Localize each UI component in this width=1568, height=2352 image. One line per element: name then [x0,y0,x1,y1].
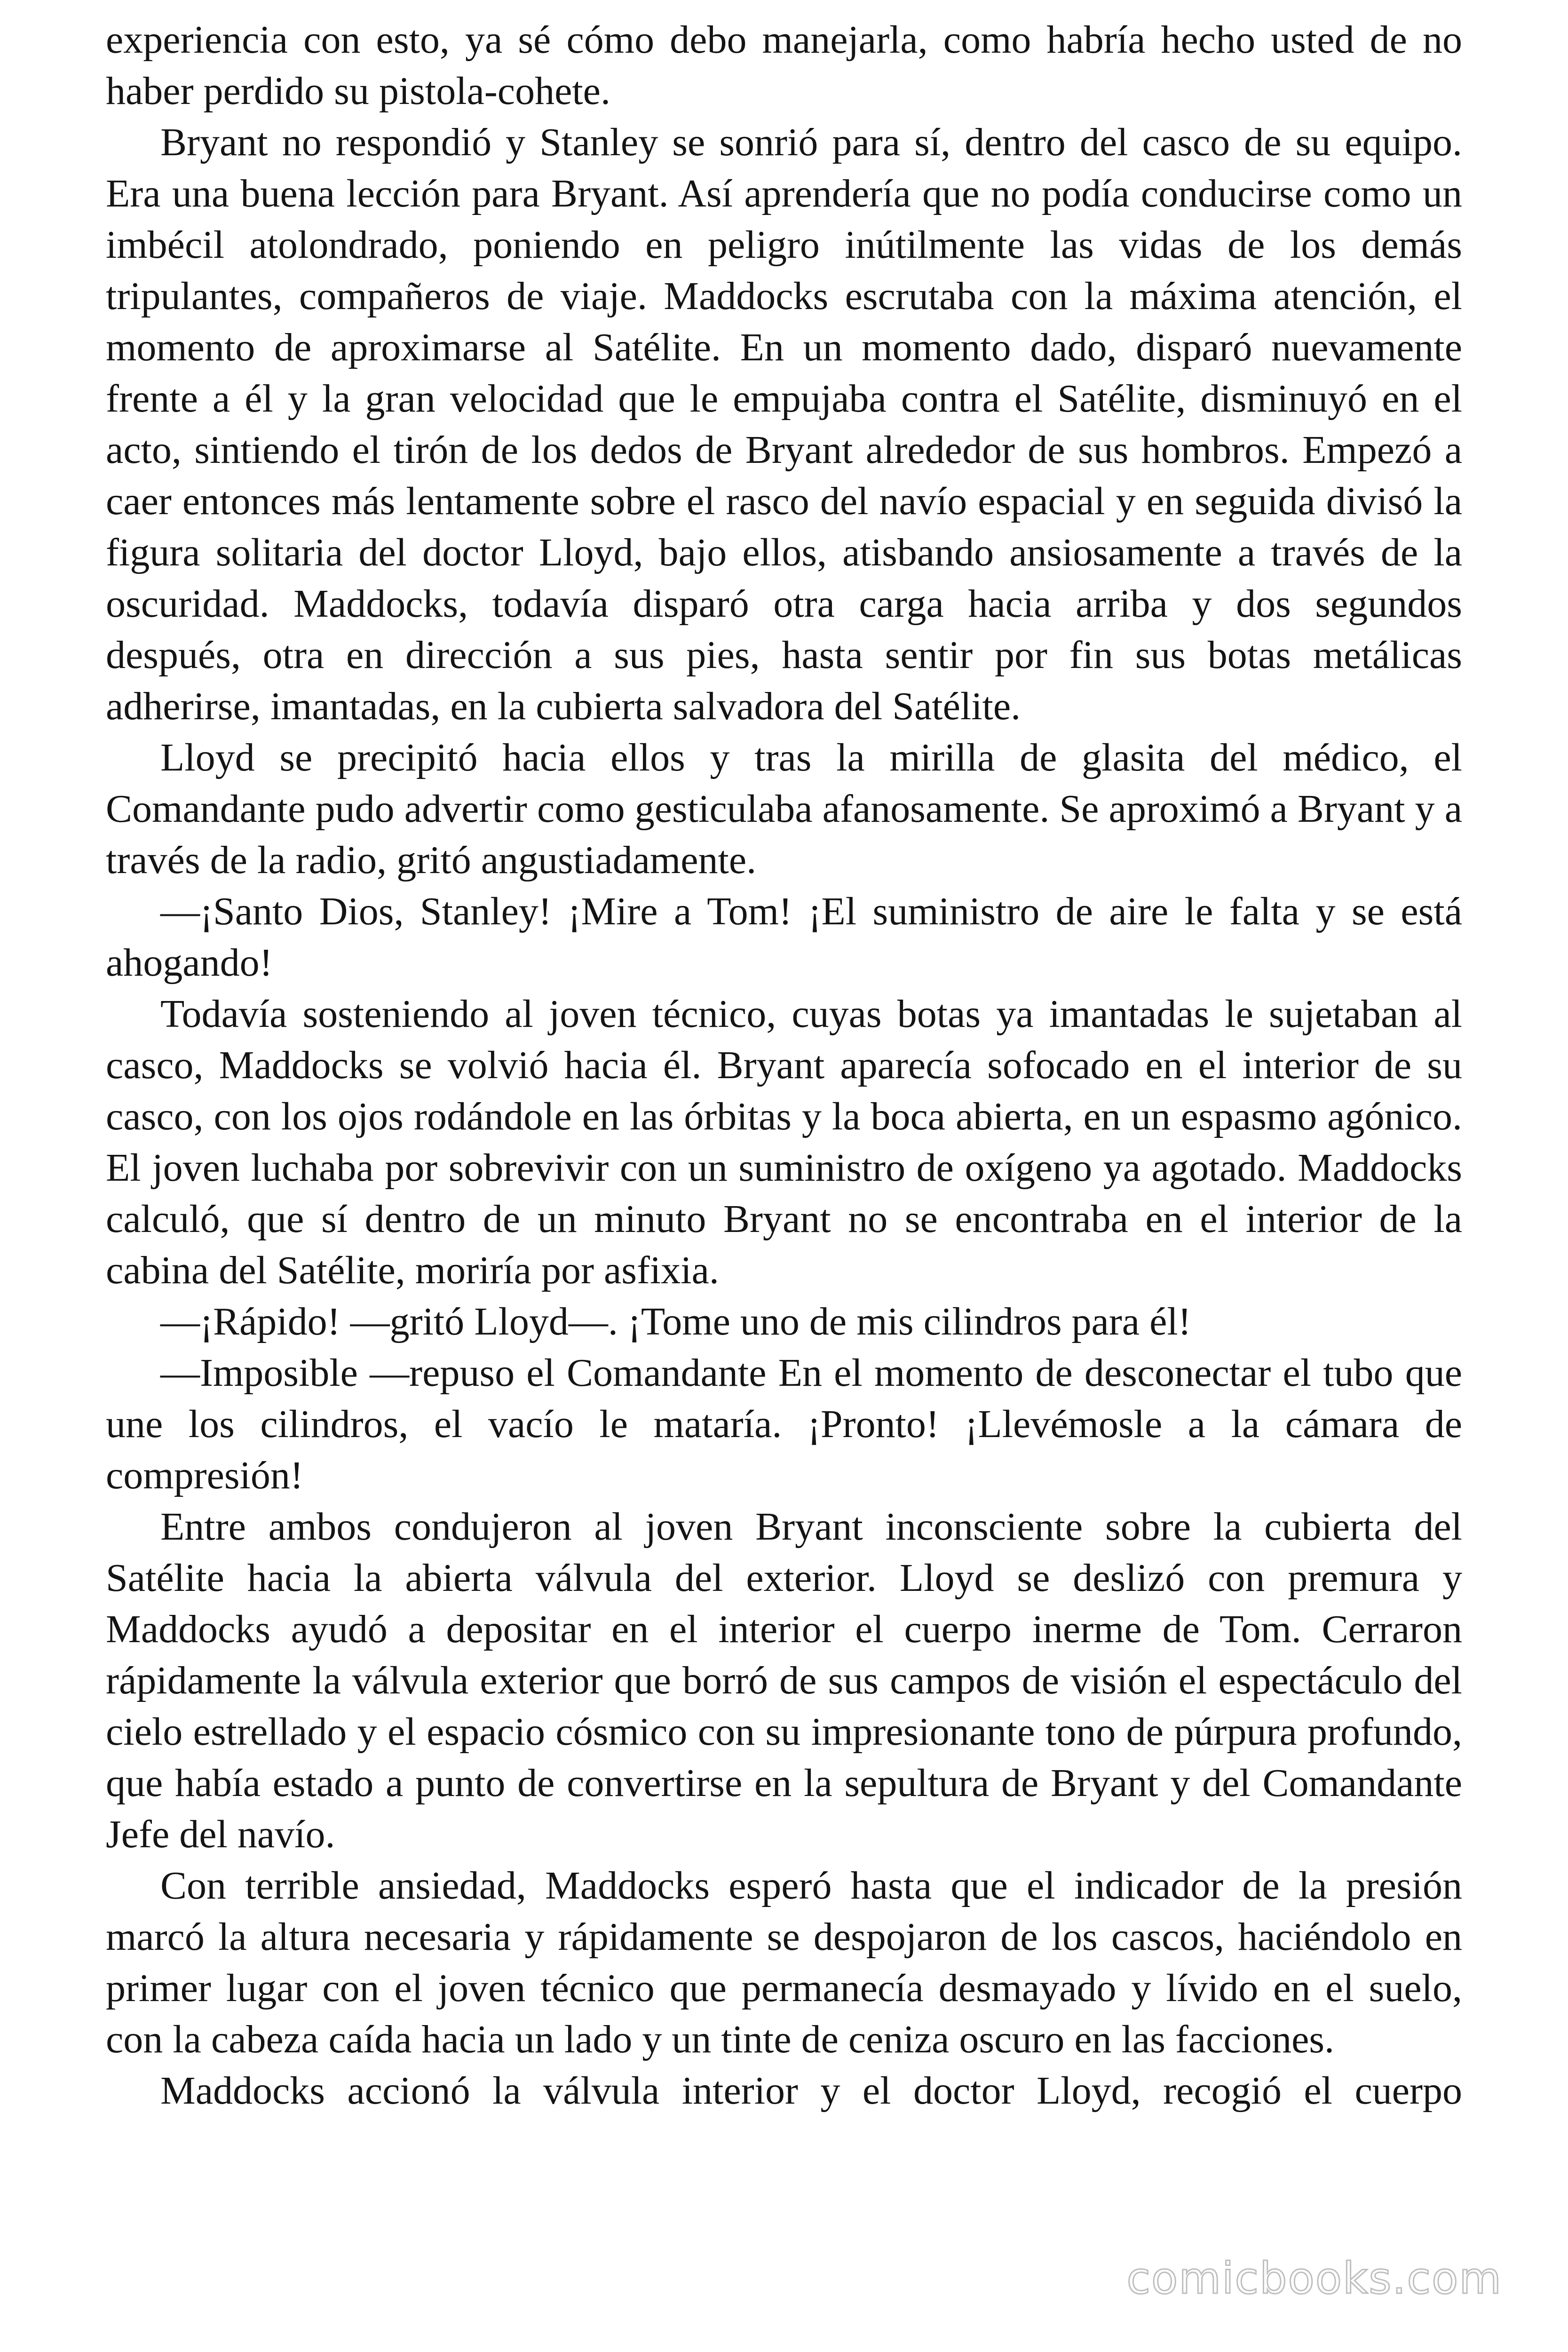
paragraph-10: Maddocks accionó la válvula interior y el doctor Lloyd, recogió el cuerpo [160,2069,1462,2113]
paragraph-4: —¡Santo Dios, Stanley! ¡Mire a Tom! ¡El suministro de aire le falta y se está ahogando! [106,890,1462,985]
paragraph-3: Lloyd se precipitó hacia ellos y tras la mirilla de glasita del médico, el Comandante pudo advertir como gesticulaba afanosamente. Se aproximó a Bryant y a través de la radio, gritó angustiadamente. [106,736,1462,882]
paragraph-8: Entre ambos condujeron al joven Bryant inconsciente sobre la cubierta del Satélite hacia la abierta válvula del exterior. Lloyd se deslizó con premura y Maddocks ayudó a depositar en el interior el cuerpo inerme de Tom. Cerraron rápidamente la válvula exterior que borró de sus campos de visión el espectáculo del cielo estrellado y el espacio cósmico con su impresionante tono de púrpura profundo, que había estado a punto de convertirse en la sepultura de Bryant y del Comandante Jefe del navío. [106,1505,1462,1856]
paragraph-9: Con terrible ansiedad, Maddocks esperó hasta que el indicador de la presión marcó la altura necesaria y rápidamente se despojaron de los cascos, haciéndolo en primer lugar con el joven técnico que permanecía desmayado y lívido en el suelo, con la cabeza caída hacia un lado y un tinte de ceniza oscuro en las facciones. [106,1864,1462,2061]
paragraph-1: experiencia con esto, ya sé cómo debo manejarla, como habría hecho usted de no haber perdido su pistola-cohete. [106,18,1462,113]
paragraph-7: —Imposible —repuso el Comandante En el momento de desconectar el tubo que une los cilindros, el vacío le mataría. ¡Pronto! ¡Llevémosle a la cámara de compresión! [106,1351,1462,1497]
paragraph-6: —¡Rápido! —gritó Lloyd—. ¡Tome uno de mis cilindros para él! [160,1300,1191,1343]
paragraph-5: Todavía sosteniendo al joven técnico, cuyas botas ya imantadas le sujetaban al casco, Maddocks se volvió hacia él. Bryant aparecía sofocado en el interior de su casco, con los ojos rodándole en las órbitas y la boca abierta, en un espasmo agónico. El joven luchaba por sobrevivir con un suministro de oxígeno ya agotado. Maddocks calculó, que sí dentro de un minuto Bryant no se encontraba en el interior de la cabina del Satélite, moriría por asfixia. [106,992,1462,1292]
watermark: comicbooks.com [1122,2253,1507,2304]
body-text [106,14,1462,2116]
paragraph-2: Bryant no respondió y Stanley se sonrió para sí, dentro del casco de su equipo. Era una buena lección para Bryant. Así aprendería que no podía conducirse como un imbécil atolondrado, poniendo en peligro inútilmente las vidas de los demás tripulantes, compañeros de viaje. Maddocks escrutaba con la máxima atención, el momento de aproximarse al Satélite. En un momento dado, disparó nuevamente frente a él y la gran velocidad que le empujaba contra el Satélite, disminuyó en el acto, sintiendo el tirón de los dedos de Bryant alrededor de sus hombros. Empezó a caer entonces más lentamente sobre el rasco del navío espacial y en seguida divisó la figura solitaria del doctor Lloyd, bajo ellos, atisbando ansiosamente a través de la oscuridad. Maddocks, todavía disparó otra carga hacia arriba y dos segundos después, otra en dirección a sus pies, hasta sentir por fin sus botas metálicas adherirse, imantadas, en la cubierta salvadora del Satélite. [106,120,1462,728]
